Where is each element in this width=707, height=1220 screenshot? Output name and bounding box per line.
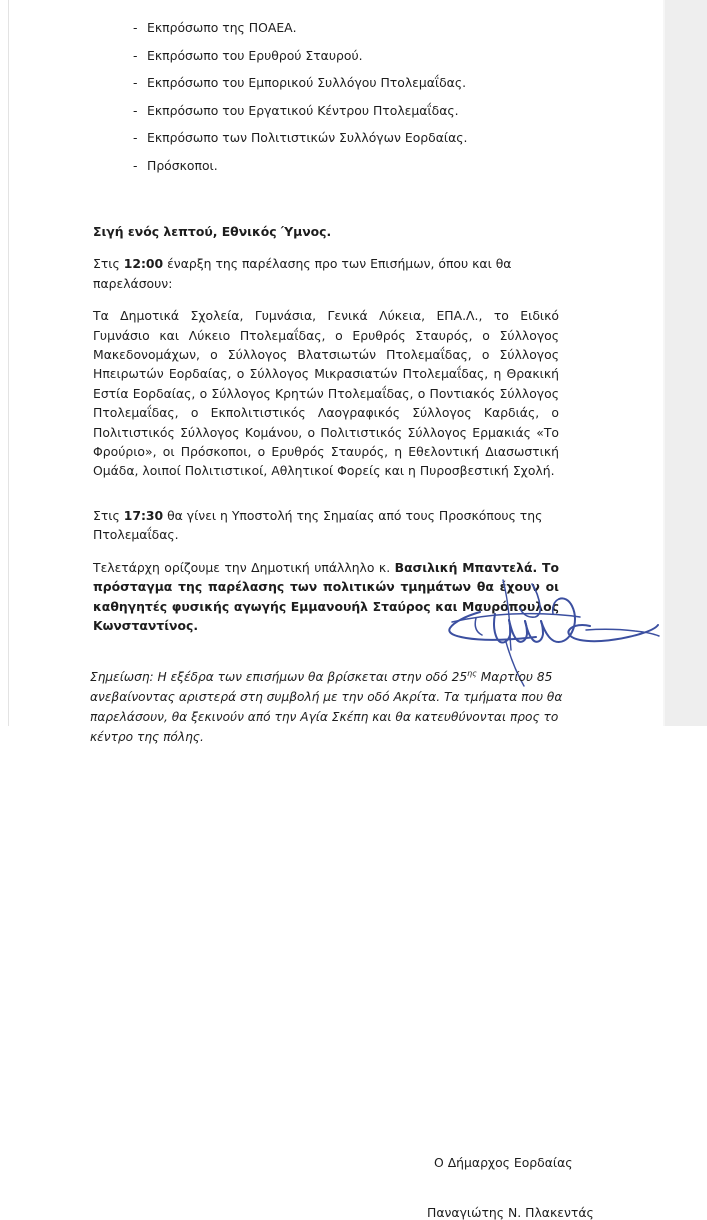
participants-paragraph: Τα Δημοτικά Σχολεία, Γυμνάσια, Γενικά Λύκεια, ΕΠΑ.Λ., το Ειδικό Γυμνάσιο και Λύκειο Πτολεμαΐδας, ο Ερυθρός Σταυρός, ο Σύλλογος Μακεδονομάχων, ο Σύλλογος Βλατσιωτών Πτολεμαΐδας, ο Σύλλογος Ηπειρωτών Εορδαίας, ο Σύλλογος Μικρασιατών Πτολεμαΐδας, η Θρακική Εστία Εορδαίας, ο Σύλλογος Κρητών Πτολεμαΐδας, ο Ποντιακός Σύλλογος Πτολεμαΐδας, ο Εκπολιτιστικός Λαογραφικός Σύλλογος Καρδιάς, ο Πολιτιστικός Σύλλογος Κομάνου, ο Πολιτιστικός Σύλλογος Ερμακιάς «Το Φρούριο», οι Πρόσκοποι, ο Ερυθρός Σταυρός, η Εθελοντική Διασωστική Ομάδα, λοιποί Πολιτιστικοί, Αθλητικοί Φορείς και η Πυροσβεστική Σχολή. xyxy=(93,308,559,479)
bullet-dash-icon: - xyxy=(133,75,138,90)
footer-note-part2: Μαρτίου 85 ανεβαίνοντας αριστερά στη συμβολή με την οδό Ακρίτα. Τα τμήματα που θα παρελάσουν, θα ξεκινούν από την Αγία Σκέπη και θα κατευθύνονται προς το κέντρο της πόλης. xyxy=(90,670,563,745)
list-item-label: Εκπρόσωπο της ΠΟΑΕΑ. xyxy=(147,20,297,35)
participants-bullet-list xyxy=(93,0,559,172)
list-item xyxy=(93,76,559,89)
footer-note-superscript: ης xyxy=(467,669,477,678)
flag-lowering-suffix: θα γίνει η Υποστολή της Σημαίας από τους Προσκόπους της Πτολεμαΐδας. xyxy=(93,507,543,543)
flag-lowering-prefix: Στις xyxy=(93,507,124,523)
parade-start-line xyxy=(93,254,559,293)
bullet-dash-icon: - xyxy=(133,20,138,35)
anthem-line: Σιγή ενός λεπτού, Εθνικός Ύμνος. xyxy=(93,224,332,239)
flag-lowering-time: 17:30 xyxy=(123,507,164,523)
footer-note xyxy=(90,664,570,747)
list-item xyxy=(93,159,559,172)
document-body xyxy=(93,0,559,635)
list-item-label: Εκπρόσωπο του Εργατικού Κέντρου Πτολεμαΐδας. xyxy=(147,102,459,118)
list-item xyxy=(93,104,559,117)
signature-name: Παναγιώτης Ν. Πλακεντάς xyxy=(427,1205,594,1220)
list-item xyxy=(93,21,559,34)
footer-note-part1: Σημείωση: Η εξέδρα των επισήμων θα βρίσκεται στην οδό 25 xyxy=(90,670,468,685)
list-item-label: Εκπρόσωπο των Πολιτιστικών Συλλόγων Εορδαίας. xyxy=(147,130,468,145)
ceremony-master-normal-text: Τελετάρχη ορίζουμε την Δημοτική υπάλληλο κ. xyxy=(93,559,395,575)
bullet-dash-icon: - xyxy=(133,157,138,173)
bullet-dash-icon: - xyxy=(133,130,138,145)
list-item xyxy=(93,49,559,62)
bullet-dash-icon: - xyxy=(133,47,138,63)
flag-lowering-line xyxy=(93,506,559,545)
signature-title: Ο Δήμαρχος Εορδαίας xyxy=(434,1155,573,1170)
list-item xyxy=(93,131,559,144)
list-item-label: Εκπρόσωπο του Ερυθρού Σταυρού. xyxy=(147,47,363,63)
list-item-label: Εκπρόσωπο του Εμπορικού Συλλόγου Πτολεμαΐδας. xyxy=(147,75,467,90)
parade-start-prefix: Στις xyxy=(93,256,124,272)
list-item-label: Πρόσκοποι. xyxy=(147,157,218,173)
parade-start-suffix: έναρξη της παρέλασης προ των Επισήμων, όπου και θα παρελάσουν: xyxy=(93,256,512,291)
page-right-gutter xyxy=(665,0,707,726)
ceremony-master-bold-text: Βασιλική Μπαντελά. Το πρόσταγμα της παρέλασης των πολιτικών τμημάτων θα έχουν οι καθηγητές φυσικής αγωγής Εμμανουήλ Σταύρος και Μαυρόπουλος Κωνσταντίνος. xyxy=(93,559,559,633)
parade-start-time: 12:00 xyxy=(123,256,164,272)
bullet-dash-icon: - xyxy=(133,102,138,118)
